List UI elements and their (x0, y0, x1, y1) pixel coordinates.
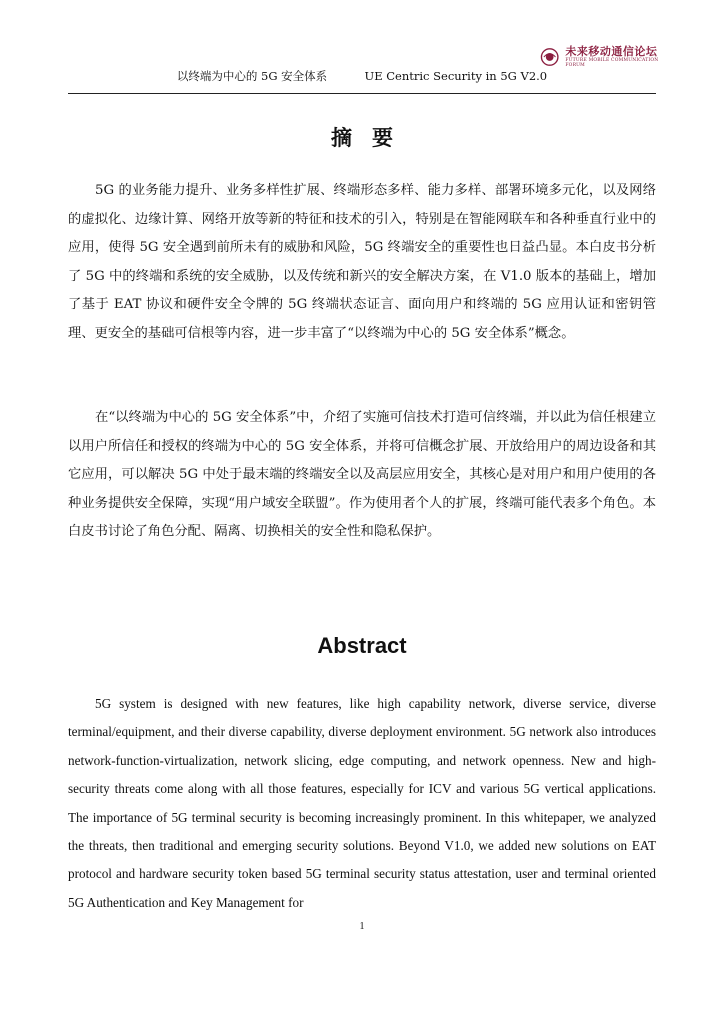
abstract-cn-paragraph-2: 在“以终端为中心的 5G 安全体系”中，介绍了实施可信技术打造可信终端，并以此为信任根建立以用户所信任和授权的终端为中心的 5G 安全体系，并将可信概念扩展、开放给用户的周边设备和其它应用，可以解决 5G 中处于最末端的终端安全以及高层应用安全，其核心是对用户和用户使用的各种业务提供安全保障，实现“用户域安全联盟”。作为使用者个人的扩展，终端可能代表多个角色。本白皮书讨论了角色分配、隔离、切换相关的安全性和隐私保护。 (68, 410, 656, 539)
forum-emblem-icon (540, 47, 559, 67)
page-number: 1 (359, 921, 365, 932)
forum-logo (540, 46, 676, 68)
logo-name-en: FUTURE MOBILE COMMUNICATION FORUM (565, 58, 659, 68)
running-header (68, 68, 656, 90)
header-title-en: UE Centric Security in 5G V2.0 (364, 69, 548, 83)
abstract-cn-heading: 摘要 (331, 126, 413, 150)
header-title-cn: 以终端为中心的 5G 安全体系 (176, 69, 328, 83)
abstract-en-paragraph: 5G system is designed with new features, like high capability network, diverse service, diverse terminal/equipment, and their diverse capability, diverse deployment environment. 5G network also introduces network-function-virtualization, network slicing, edge computing, and network openness. New and high-security threats come along with all those features, especially for ICV and various 5G vertical applications. The importance of 5G terminal security is becoming increasingly prominent. In this whitepaper, we analyzed the threats, then traditional and emerging security solutions. Beyond V1.0, we added new solutions on EAT protocol and hardware security token based 5G terminal security status attestation, user and terminal oriented 5G Authentication and Key Management for (68, 696, 656, 910)
header-rule (68, 93, 656, 94)
logo-name-cn: 未来移动通信论坛 (565, 45, 658, 58)
abstract-en-heading: Abstract (317, 633, 407, 658)
abstract-cn-paragraph-1: 5G 的业务能力提升、业务多样性扩展、终端形态多样、能力多样、部署环境多元化，以及网络的虚拟化、边缘计算、网络开放等新的特征和技术的引入，特别是在智能网联车和各种垂直行业中的应用，使得 5G 安全遇到前所未有的威胁和风险，5G 终端安全的重要性也日益凸显。本白皮书分析了 5G 中的终端和系统的安全威胁，以及传统和新兴的安全解决方案，在 V1.0 版本的基础上，增加了基于 EAT 协议和硬件安全令牌的 5G 终端状态证言、面向用户和终端的 5G 应用认证和密钥管理、更安全的基础可信根等内容，进一步丰富了“以终端为中心的 5G 安全体系”概念。 (68, 183, 656, 341)
